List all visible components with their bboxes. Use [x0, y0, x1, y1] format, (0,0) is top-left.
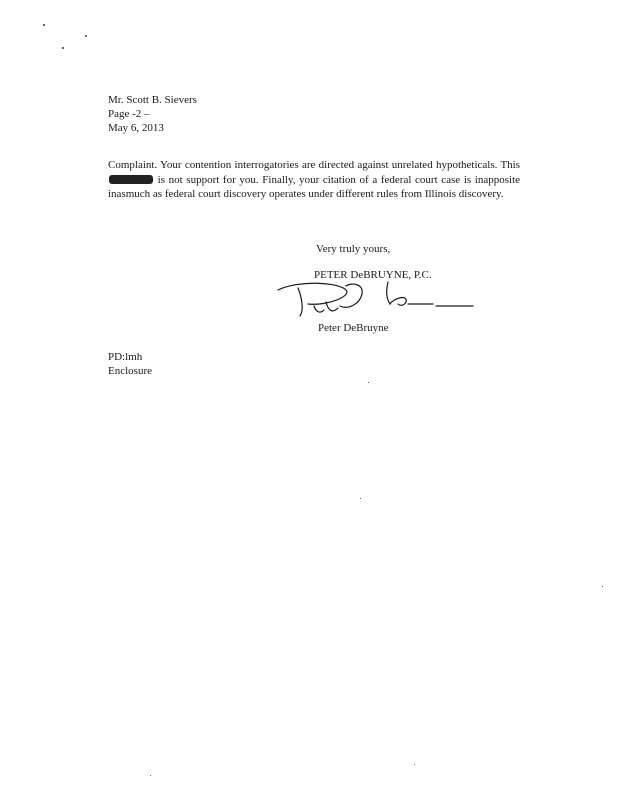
page-number: Page -2 –	[108, 108, 150, 120]
signer-name: Peter DeBruyne	[318, 322, 389, 334]
scan-speck	[368, 382, 369, 383]
scan-speck	[85, 35, 87, 37]
scan-speck	[150, 775, 151, 776]
typist-initials: PD:lmh	[108, 351, 143, 363]
scan-speck	[43, 24, 45, 26]
scan-speck	[414, 764, 415, 765]
body-paragraph	[108, 158, 520, 202]
letter-date: May 6, 2013	[108, 122, 164, 134]
enclosure-note: Enclosure	[108, 365, 152, 377]
recipient-name: Mr. Scott B. Sievers	[108, 94, 197, 106]
body-text-part1: Complaint. Your contention interrogatories are directed against unrelated hypotheticals. This	[108, 159, 520, 171]
letter-footer	[108, 350, 152, 378]
scan-speck	[360, 498, 361, 499]
closing-salutation: Very truly yours,	[316, 243, 391, 255]
handwritten-signature	[268, 276, 478, 324]
firm-name: PETER DeBRUYNE, P.C.	[314, 269, 432, 281]
letter-header	[108, 93, 197, 135]
scan-speck	[62, 47, 64, 49]
scan-speck	[602, 586, 603, 587]
redaction-mark	[109, 175, 153, 184]
body-text-part2: is not support for you. Finally, your citation of a federal court case is inapposite inasmuch as federal court discovery operates under different rules from Illinois discovery.	[108, 173, 521, 200]
